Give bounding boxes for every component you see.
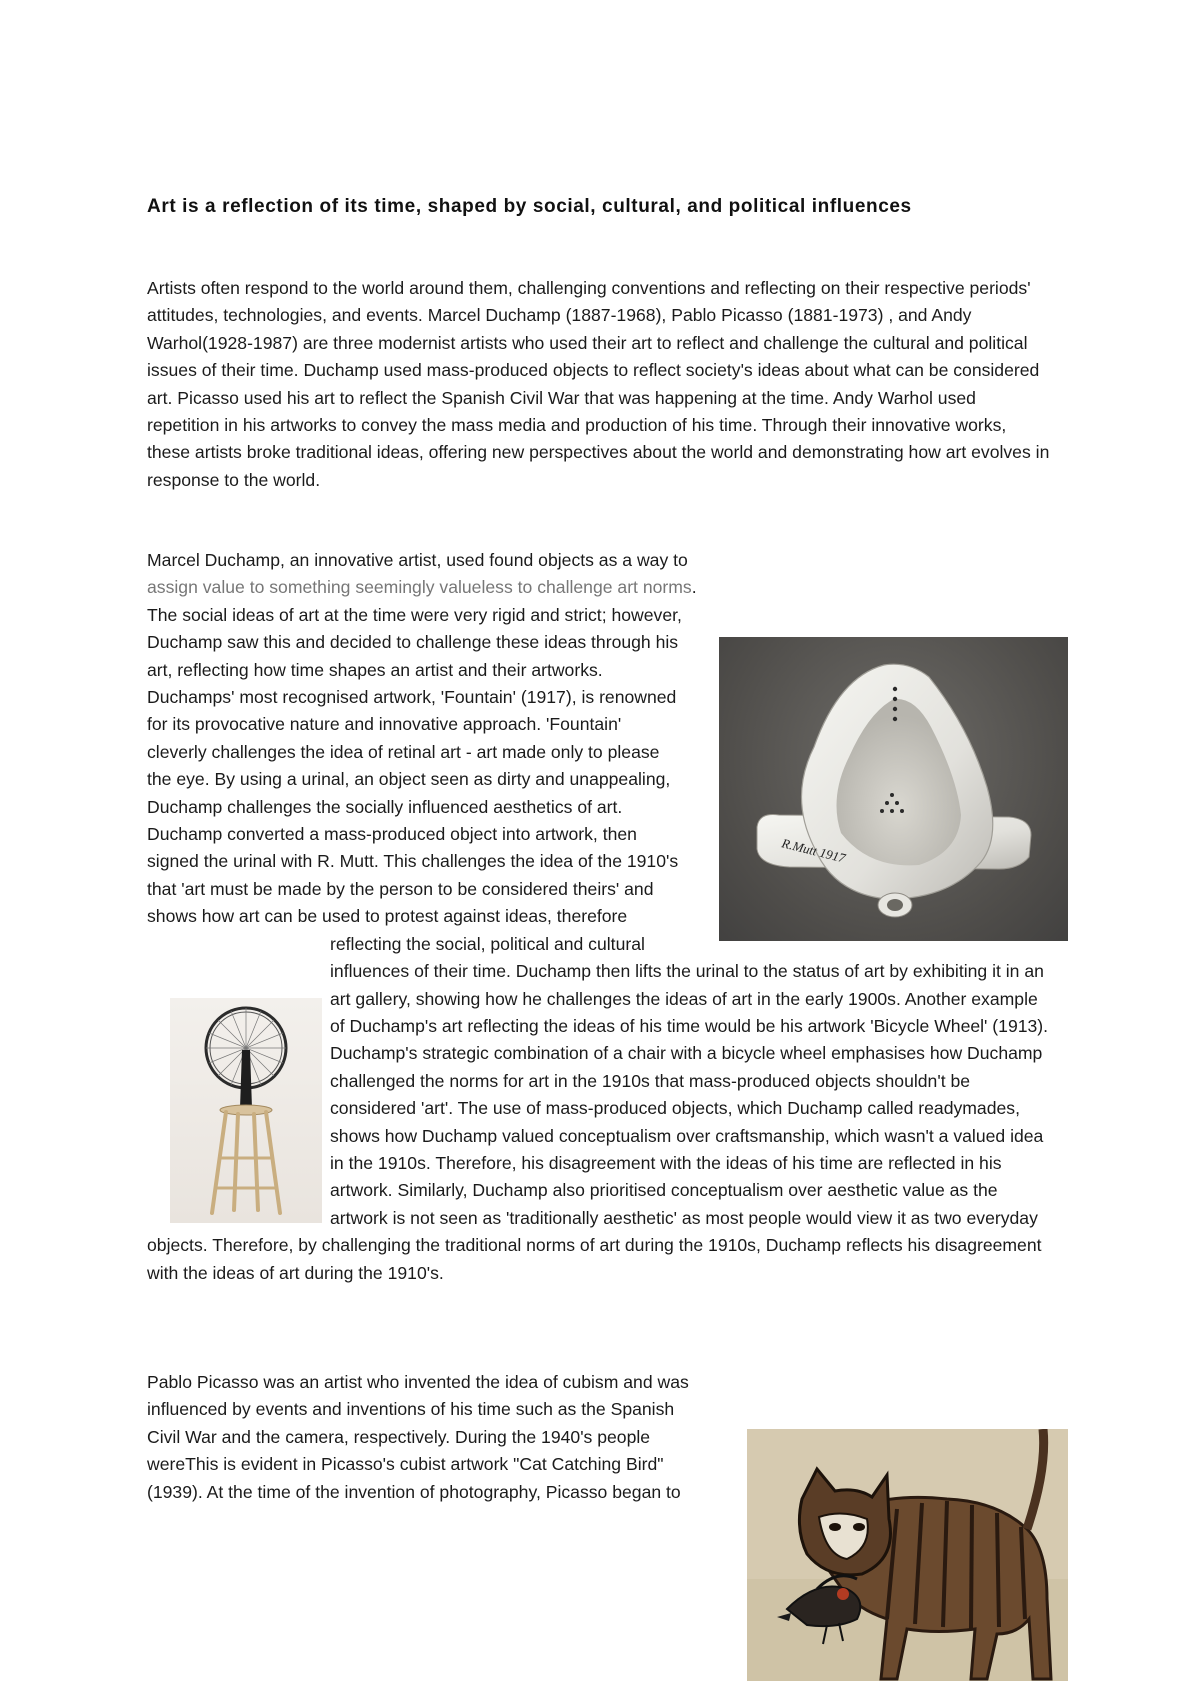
duchamp-body-text: . The social ideas of art at the time were very rigid and strict; however, Duchamp saw this and decided to challenge these ideas through his art, reflecting how time shapes an artist and their artworks. Duchamps' most recognised artwork, 'Fountain' (1917), is renowned for its provocative nature and innovative approach. 'Fountain' cleverly challenges the idea of retinal art - art made only to please the eye. By using a urinal, an object seen as dirty and unappealing, Duchamp challenges the socially influenced aesthetics of art. Duchamp converted a mass-produced object into artwork, then signed the urinal with R. Mutt. This challenges the idea of the 1910's that 'art must be made by the person to be considered theirs' and shows how art can be used to protest against ideas, therefore reflecting the social, political and cultural influences of their time. Duchamp then lifts the urinal to the status of art by exhibiting it in an art gallery, showing how he challenges the ideas of art in the early 1900s. Another example of Duchamp's art reflecting the ideas of his time would be his artwork 'Bicycle Wheel' (1913). Duchamp's strategic combination of a chair with a bicycle wheel emphasises how Duchamp challenged the norms for art in the 1910s that mass-produced objects shouldn't be considered 'art'. The use of mass-produced objects, which Duchamp called readymades, shows how Duchamp valued conceptualism over craftsmanship, which wasn't a valued idea in the 1910s. Therefore, his disagreement with the ideas of his time are reflected in his artwork. Similarly, Duchamp also prioritised conceptualism over aesthetic value as the artwork is not seen as 'traditionally aesthetic' as most people would view it as two everyday objects. Therefore, by challenging the traditional norms of art during the 1910s, Duchamp reflects his disagreement with the ideas of art during the 1910's. [147, 577, 1049, 1283]
cat-catching-bird-image [747, 1429, 1068, 1681]
picasso-text: Pablo Picasso was an artist who invented the idea of cubism and was influenced by events and inventions of his time such as the Spanish Civil War and the camera, respectively. During the 1940's people wereThis is evident in Picasso's cubist artwork "Cat Catching Bird" (1939). At the time of the invention of photography, Picasso began to [147, 1372, 689, 1502]
essay-title: Art is a reflection of its time, shaped by social, cultural, and political influences [147, 196, 912, 217]
fountain-signature: R.Mutt 1917 [780, 835, 847, 866]
duchamp-highlight-text: assign value to something seemingly valueless to challenge art norms [147, 577, 692, 598]
fountain-image [719, 637, 1068, 941]
bicycle-wheel-image [170, 998, 322, 1223]
duchamp-lead-text: Marcel Duchamp, an innovative artist, used found objects as a way to [147, 550, 688, 570]
intro-text: Artists often respond to the world around them, challenging conventions and reflecting on their respective periods' attitudes, technologies, and events. Marcel Duchamp (1887-1968), Pablo Picasso (1881-1973) , and Andy Warhol(1928-1987) are three modernist artists who used their art to reflect and challenge the cultural and political issues of their time. Duchamp used mass-produced objects to reflect society's ideas about what can be considered art. Picasso used his art to reflect the Spanish Civil War that was happening at the time. Andy Warhol used repetition in his artworks to convey the mass media and production of his time. Through their innovative works, these artists broke traditional ideas, offering new perspectives about the world and demonstrating how art evolves in response to the world. [147, 278, 1050, 490]
intro-paragraph [147, 275, 1052, 494]
